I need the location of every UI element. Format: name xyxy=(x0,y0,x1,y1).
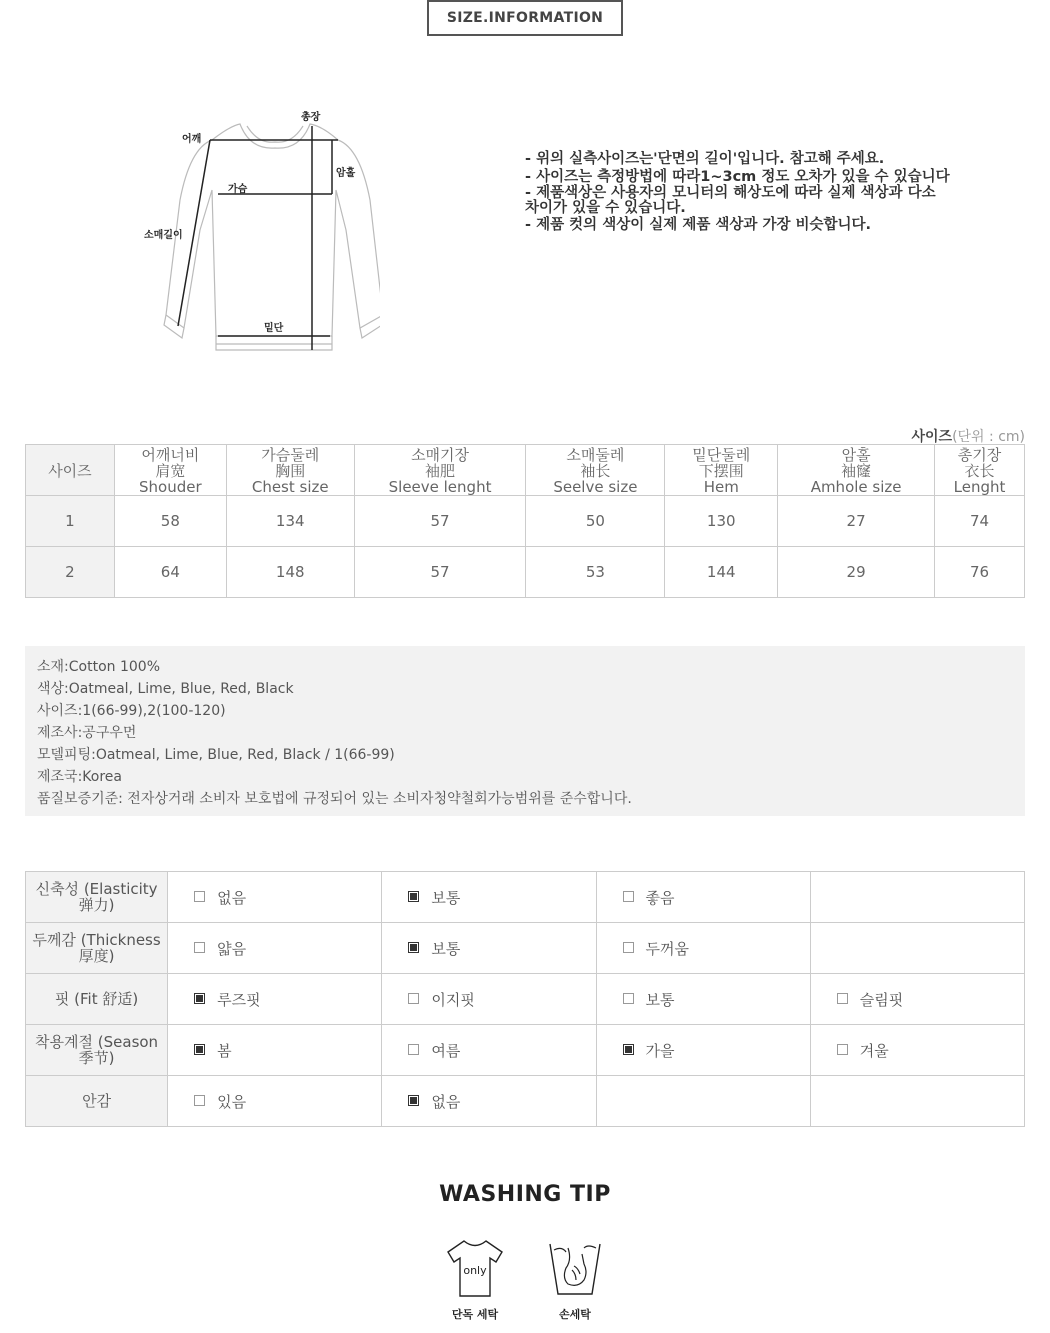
note-line: - 제품 컷의 색상이 실제 제품 색상과 가장 비슷합니다. xyxy=(525,217,872,233)
checked-checkbox-icon[interactable] xyxy=(194,993,205,1004)
attribute-option[interactable] xyxy=(596,974,810,1025)
header-shoulder: 어깨너비 肩宽 Shouder xyxy=(114,445,226,496)
size-cell: 2 xyxy=(26,547,115,598)
option-label: 겨울 xyxy=(859,1041,889,1060)
table-cell: 148 xyxy=(226,547,354,598)
option-label: 두꺼움 xyxy=(645,939,690,958)
checked-checkbox-icon[interactable] xyxy=(408,942,419,953)
attribute-option[interactable] xyxy=(168,1076,382,1127)
unchecked-checkbox-icon[interactable] xyxy=(623,891,634,902)
checked-checkbox-icon[interactable] xyxy=(408,1095,419,1106)
note-line: - 사이즈는 측정방법에 따라1~3cm 정도 오차가 있을 수 있습니다 xyxy=(525,169,950,185)
only-text: only xyxy=(463,1264,487,1277)
attribute-table xyxy=(25,871,1025,1127)
attribute-option[interactable] xyxy=(810,974,1024,1025)
option-label: 없음 xyxy=(217,888,247,907)
unchecked-checkbox-icon[interactable] xyxy=(408,1044,419,1055)
armhole-label: 암홀 xyxy=(336,168,356,179)
attribute-option xyxy=(810,1076,1024,1127)
attribute-option[interactable] xyxy=(168,872,382,923)
hand-wash-caption: 손세탁 xyxy=(559,1308,591,1321)
note-line: - 제품색상은 사용자의 모니터의 해상도에 따라 실제 색상과 다소 xyxy=(525,185,936,201)
size-table xyxy=(25,444,1025,598)
size-cell: 1 xyxy=(26,496,115,547)
option-label: 보통 xyxy=(645,990,675,1009)
size-information-title: SIZE.INFORMATION xyxy=(427,0,623,36)
option-label: 있음 xyxy=(217,1092,247,1111)
option-label: 보통 xyxy=(431,939,461,958)
size-table-header xyxy=(26,445,1025,496)
attribute-option[interactable] xyxy=(382,974,596,1025)
washing-tip-title: WASHING TIP xyxy=(439,1182,611,1207)
attribute-option[interactable] xyxy=(382,923,596,974)
table-cell: 76 xyxy=(935,547,1025,598)
attribute-option[interactable] xyxy=(596,923,810,974)
header-size: 사이즈 xyxy=(26,445,115,496)
attribute-row xyxy=(26,974,1025,1025)
material-info: 소재:Cotton 100% xyxy=(37,659,160,675)
shoulder-label: 어깨 xyxy=(182,134,202,145)
header-sleeve-size: 소매둘레 袖长 Seelve size xyxy=(526,445,665,496)
table-cell: 57 xyxy=(354,496,526,547)
checked-checkbox-icon[interactable] xyxy=(408,891,419,902)
country-info: 제조국:Korea xyxy=(37,769,122,785)
model-fitting-info: 모델피팅:Oatmeal, Lime, Blue, Red, Black / 1(66-99) xyxy=(37,747,395,763)
unchecked-checkbox-icon[interactable] xyxy=(623,993,634,1004)
option-label: 얇음 xyxy=(217,939,247,958)
hand-wash-item xyxy=(540,1238,610,1322)
attribute-label: 두께감 (Thickness 厚度) xyxy=(26,923,168,974)
attribute-label: 핏 (Fit 舒适) xyxy=(26,974,168,1025)
header-length: 총기장 衣长 Lenght xyxy=(935,445,1025,496)
note-line: - 위의 실측사이즈는'단면의 길이'입니다. 참고해 주세요. xyxy=(525,151,885,167)
option-label: 가을 xyxy=(645,1041,675,1060)
total-length-label: 총장 xyxy=(301,112,321,123)
unchecked-checkbox-icon[interactable] xyxy=(194,942,205,953)
attribute-option xyxy=(810,872,1024,923)
option-label: 봄 xyxy=(217,1041,232,1060)
attribute-option[interactable] xyxy=(810,1025,1024,1076)
table-cell: 50 xyxy=(526,496,665,547)
quality-guarantee-info: 품질보증기준: 전자상거래 소비자 보호법에 규정되어 있는 소비자청약철회가능범위를 준수합니다. xyxy=(37,791,632,807)
hand-wash-icon xyxy=(544,1238,606,1300)
attribute-row xyxy=(26,872,1025,923)
note-line: 차이가 있을 수 있습니다. xyxy=(525,200,686,216)
unchecked-checkbox-icon[interactable] xyxy=(623,942,634,953)
size-notes xyxy=(525,150,1025,234)
checked-checkbox-icon[interactable] xyxy=(623,1044,634,1055)
size-info: 사이즈:1(66-99),2(100-120) xyxy=(37,703,226,719)
attribute-label: 안감 xyxy=(26,1076,168,1127)
option-label: 이지핏 xyxy=(431,990,475,1009)
attribute-option[interactable] xyxy=(596,872,810,923)
table-cell: 27 xyxy=(778,496,935,547)
color-info: 색상:Oatmeal, Lime, Blue, Red, Black xyxy=(37,681,294,697)
wash-only-caption: 단독 세탁 xyxy=(451,1308,499,1321)
table-row xyxy=(26,547,1025,598)
chest-label: 가슴 xyxy=(228,184,248,195)
attribute-label: 신축성 (Elasticity 弹力) xyxy=(26,872,168,923)
attribute-option[interactable] xyxy=(382,1076,596,1127)
attribute-row xyxy=(26,1076,1025,1127)
table-cell: 144 xyxy=(665,547,778,598)
attribute-option xyxy=(810,923,1024,974)
sleeve-length-label: 소매길이 xyxy=(144,230,183,241)
option-label: 슬림핏 xyxy=(859,990,904,1009)
table-cell: 134 xyxy=(226,496,354,547)
table-cell: 53 xyxy=(526,547,665,598)
attribute-label: 착용계절 (Season 季节) xyxy=(26,1025,168,1076)
attribute-row xyxy=(26,1025,1025,1076)
size-unit-caption xyxy=(911,426,1025,446)
option-label: 보통 xyxy=(431,888,461,907)
size-unit-note: (단위 : cm) xyxy=(952,429,1025,445)
header-sleeve-length: 소매기장 袖肥 Sleeve lenght xyxy=(354,445,526,496)
header-chest: 가슴둘레 胸围 Chest size xyxy=(226,445,354,496)
checked-checkbox-icon[interactable] xyxy=(194,1044,205,1055)
option-label: 루즈핏 xyxy=(217,990,261,1009)
sweater-diagram xyxy=(140,100,380,360)
attribute-row xyxy=(26,923,1025,974)
header-hem: 밑단둘레 下摆围 Hem xyxy=(665,445,778,496)
unchecked-checkbox-icon[interactable] xyxy=(194,891,205,902)
hem-label: 밑단 xyxy=(264,323,284,334)
product-info-panel xyxy=(25,646,1025,816)
table-cell: 57 xyxy=(354,547,526,598)
option-label: 여름 xyxy=(431,1041,461,1060)
unchecked-checkbox-icon[interactable] xyxy=(408,993,419,1004)
attribute-option[interactable] xyxy=(382,1025,596,1076)
header-armhole: 암홀 袖窿 Amhole size xyxy=(778,445,935,496)
table-cell: 58 xyxy=(114,496,226,547)
tshirt-only-icon xyxy=(444,1238,506,1300)
table-cell: 74 xyxy=(935,496,1025,547)
attribute-option[interactable] xyxy=(382,872,596,923)
attribute-option[interactable] xyxy=(168,923,382,974)
unchecked-checkbox-icon[interactable] xyxy=(837,993,848,1004)
table-cell: 130 xyxy=(665,496,778,547)
unchecked-checkbox-icon[interactable] xyxy=(837,1044,848,1055)
manufacturer-info: 제조사:공구우먼 xyxy=(37,725,137,741)
table-cell: 29 xyxy=(778,547,935,598)
unchecked-checkbox-icon[interactable] xyxy=(194,1095,205,1106)
attribute-option[interactable] xyxy=(596,1025,810,1076)
attribute-option[interactable] xyxy=(168,1025,382,1076)
attribute-option xyxy=(596,1076,810,1127)
wash-only-item xyxy=(440,1238,510,1322)
option-label: 좋음 xyxy=(645,888,675,907)
table-cell: 64 xyxy=(114,547,226,598)
option-label: 없음 xyxy=(431,1092,461,1111)
table-row xyxy=(26,496,1025,547)
attribute-option[interactable] xyxy=(168,974,382,1025)
size-unit-title: 사이즈 xyxy=(911,429,953,445)
